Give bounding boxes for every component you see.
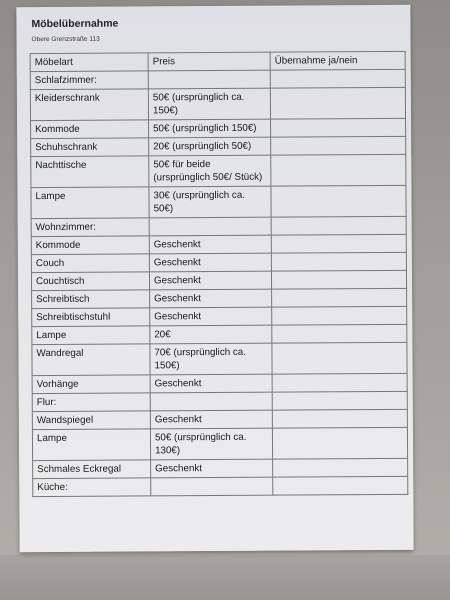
- cell-price: 50€ für beide (ursprünglich 50€/ Stück): [149, 155, 271, 187]
- table-row: [33, 476, 408, 496]
- cell-price: 30€ (ursprünglich ca. 50€): [149, 186, 271, 218]
- cell-takeover: [272, 427, 407, 459]
- table-row: [32, 409, 407, 429]
- cell-item: Lampe: [31, 187, 149, 219]
- cell-takeover: [272, 288, 407, 307]
- document-address: Obere Grenzstraße 113: [31, 35, 100, 44]
- cell-item: Kommode: [31, 120, 149, 139]
- table-row: [33, 458, 408, 478]
- cell-item: Schuhschrank: [31, 138, 149, 157]
- header-preis: Preis: [148, 52, 270, 71]
- cell-price: [150, 392, 272, 411]
- cell-takeover: [271, 252, 406, 271]
- cell-takeover: [271, 118, 406, 137]
- header-uebernahme: Übernahme ja/nein: [270, 51, 405, 70]
- cell-item: Schmales Eckregal: [33, 460, 151, 479]
- cell-item: Schreibtisch: [32, 290, 150, 309]
- cell-price: Geschenkt: [150, 410, 272, 429]
- cell-price: Geschenkt: [150, 289, 272, 308]
- cell-price: 70€ (ursprünglich ca. 150€): [150, 343, 272, 375]
- cell-price: 50€ (ursprünglich ca. 130€): [150, 428, 272, 460]
- cell-price: Geschenkt: [149, 253, 271, 272]
- table-row: [30, 69, 405, 89]
- cell-item: Küche:: [33, 478, 151, 497]
- table-row: [31, 185, 406, 218]
- cell-takeover: [271, 136, 406, 155]
- cell-item: Couchtisch: [31, 272, 149, 291]
- header-moebelart: Möbelart: [30, 53, 148, 72]
- paper-sheet: [16, 5, 413, 552]
- cell-item: Schlafzimmer:: [30, 71, 148, 90]
- cell-item: Couch: [31, 254, 149, 273]
- table-row: [30, 87, 405, 120]
- cell-item: Kommode: [31, 236, 149, 255]
- cell-price: Geschenkt: [149, 271, 271, 290]
- cell-price: 20€: [150, 325, 272, 344]
- table-body: [30, 69, 408, 496]
- cell-item: Kleiderschrank: [30, 89, 148, 121]
- cell-item: Lampe: [32, 429, 150, 461]
- cell-takeover: [272, 391, 407, 410]
- cell-takeover: [270, 87, 405, 119]
- table-row: [32, 342, 407, 375]
- cell-takeover: [273, 458, 408, 477]
- cell-item: Flur:: [32, 393, 150, 412]
- cell-item: Vorhänge: [32, 375, 150, 394]
- cell-price: [149, 217, 271, 236]
- cell-price: [148, 70, 270, 89]
- cell-item: Wohnzimmer:: [31, 218, 149, 237]
- cell-price: Geschenkt: [150, 374, 272, 393]
- table-row: [32, 427, 407, 460]
- cell-takeover: [271, 154, 406, 186]
- cell-price: 20€ (ursprünglich 50€): [149, 137, 271, 156]
- table-surface: [0, 555, 450, 600]
- cell-item: Nachttische: [31, 156, 149, 188]
- table-row: [31, 154, 406, 187]
- cell-price: 50€ (ursprünglich ca. 150€): [148, 88, 270, 120]
- table-header-row: [30, 51, 405, 71]
- cell-takeover: [272, 324, 407, 343]
- cell-item: Wandregal: [32, 344, 150, 376]
- table-row: [31, 118, 406, 138]
- table-row: [31, 234, 406, 254]
- cell-takeover: [272, 342, 407, 374]
- cell-price: Geschenkt: [151, 459, 273, 478]
- cell-takeover: [273, 476, 408, 495]
- cell-takeover: [272, 306, 407, 325]
- table-row: [32, 373, 407, 393]
- cell-price: Geschenkt: [149, 235, 271, 254]
- cell-price: [151, 477, 273, 496]
- document-title: Möbelübernahme: [31, 17, 119, 31]
- cell-item: Lampe: [32, 326, 150, 345]
- table-row: [32, 324, 407, 344]
- cell-takeover: [271, 234, 406, 253]
- cell-takeover: [271, 270, 406, 289]
- cell-price: Geschenkt: [150, 307, 272, 326]
- table-row: [31, 216, 406, 236]
- table-row: [32, 391, 407, 411]
- table-row: [32, 288, 407, 308]
- cell-item: Wandspiegel: [32, 411, 150, 430]
- cell-takeover: [272, 373, 407, 392]
- cell-takeover: [270, 69, 405, 88]
- cell-price: 50€ (ursprünglich 150€): [149, 119, 271, 138]
- cell-takeover: [272, 409, 407, 428]
- cell-takeover: [271, 185, 406, 217]
- table-row: [32, 306, 407, 326]
- furniture-table: [30, 51, 409, 497]
- cell-item: Schreibtischstuhl: [32, 308, 150, 327]
- cell-takeover: [271, 216, 406, 235]
- table-row: [31, 136, 406, 156]
- table-row: [31, 270, 406, 290]
- table-row: [31, 252, 406, 272]
